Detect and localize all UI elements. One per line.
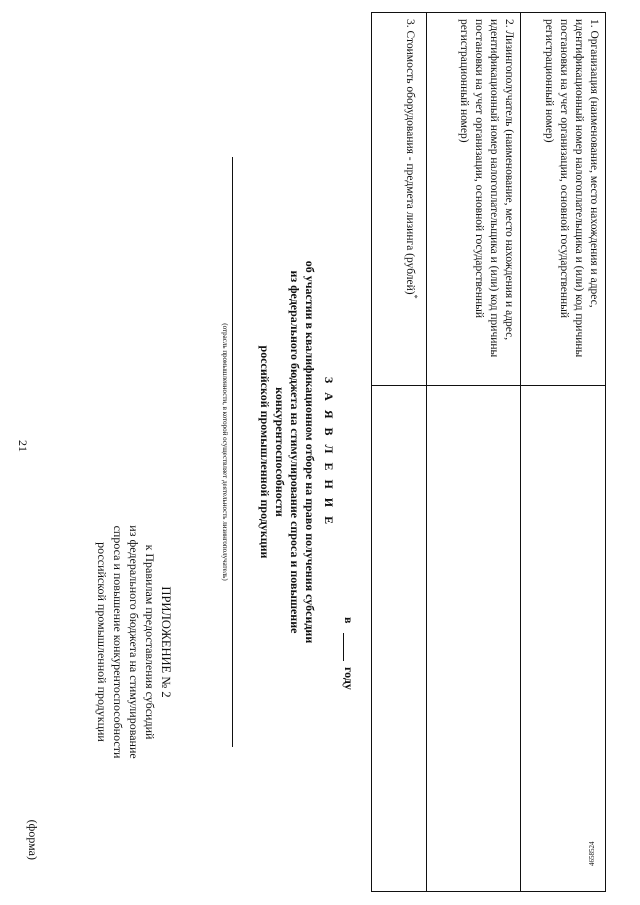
table-row bbox=[372, 13, 427, 892]
appendix-header bbox=[94, 477, 174, 807]
document-title bbox=[257, 242, 336, 662]
table-row bbox=[427, 13, 520, 892]
row-value-organization[interactable] bbox=[520, 386, 605, 892]
appendix-block bbox=[21, 12, 186, 892]
heading-block bbox=[188, 12, 358, 892]
document-id: 4658524 bbox=[588, 841, 596, 866]
title-main: З А Я В Л Е Н И Е bbox=[322, 376, 336, 528]
appendix-line: спроса и повышение конкурентоспособности bbox=[111, 525, 125, 759]
table-row bbox=[520, 13, 605, 892]
page-content bbox=[21, 12, 606, 892]
title-line: об участии в квалификационном отборе на право получения субсидии bbox=[303, 260, 317, 644]
title-line: российской промышленной продукции bbox=[258, 345, 272, 559]
title-line: из федерального бюджета на стимулирование спроса и повышение конкурентоспособности bbox=[273, 270, 302, 634]
year-blank[interactable] bbox=[343, 633, 344, 661]
application-form-table bbox=[371, 12, 606, 892]
period-prefix: в bbox=[342, 617, 356, 624]
page-number: 21 bbox=[16, 440, 30, 452]
industry-blank-line[interactable] bbox=[232, 157, 233, 747]
rotated-page bbox=[21, 12, 606, 892]
period-suffix: году bbox=[342, 667, 356, 690]
row-value-equipment-cost[interactable] bbox=[372, 386, 427, 892]
row-label-lessee: 2. Лизингополучатель (наименование, место нахождения и адрес, идентификационный номер налогоплательщика и (или) код причины постановки на учет организации, основной государственный регистрационный номер) bbox=[427, 13, 520, 386]
row-label-organization: 1. Организация (наименование, место нахождения и адрес, идентификационный номер налогоплательщика и (или) код причины постановки на учет организации, основной государственный регистрационный номер) bbox=[520, 13, 605, 386]
row-value-lessee[interactable] bbox=[427, 386, 520, 892]
appendix-line: из федерального бюджета на стимулирование bbox=[127, 525, 141, 759]
form-label: (форма) bbox=[26, 819, 40, 860]
row-label-equipment-cost bbox=[372, 13, 427, 386]
appendix-title: ПРИЛОЖЕНИЕ № 2 bbox=[159, 586, 173, 698]
industry-caption: (отрасль промышленности, в которой осуществляет деятельность лизингополучатель) bbox=[221, 323, 229, 581]
appendix-line: к Правилам предоставления субсидий bbox=[143, 544, 157, 740]
appendix-line: российской промышленной продукции bbox=[95, 542, 109, 742]
footnote-mark: * bbox=[410, 294, 420, 299]
equipment-cost-label-text: 3. Стоимость оборудования - предмета лизинга (рублей) bbox=[404, 19, 417, 295]
period-line bbox=[334, 617, 358, 817]
